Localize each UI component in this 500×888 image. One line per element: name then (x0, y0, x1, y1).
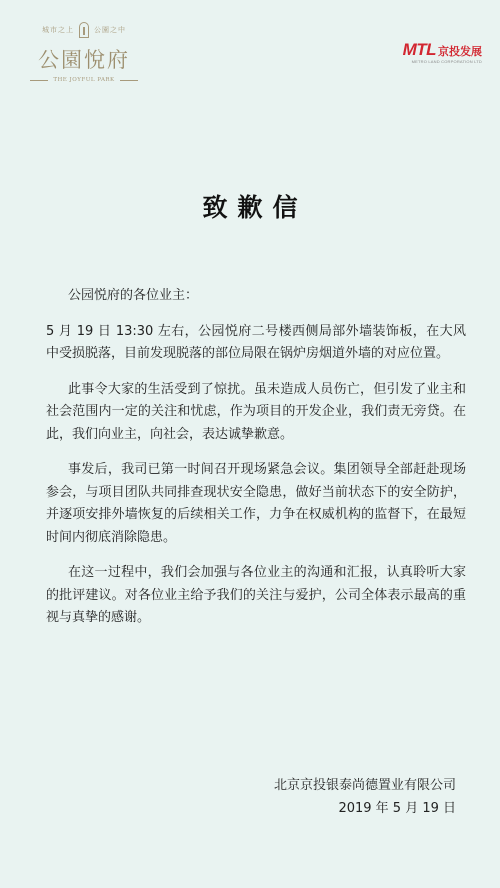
signature-block (274, 774, 456, 820)
project-logo (28, 12, 140, 83)
developer-logo-mark: MTL (402, 40, 436, 59)
tagline-left: 城市之上 (42, 26, 74, 34)
logo-rule-left (30, 80, 48, 81)
paragraph-incident: 5 月 19 日 13:30 左右，公园悦府二号楼西侧局部外墙装饰板，在大风中受损脱落，目前发现脱落的部位局限在锅炉房烟道外墙的对应位置。 (46, 323, 466, 361)
paragraph-apology: 此事令大家的生活受到了惊扰。虽未造成人员伤亡，但引发了业主和社会范围内一定的关注和忧虑，作为项目的开发企业，我们责无旁贷。在此，我们向业主，向社会，表达诚挚歉意。 (46, 381, 466, 442)
developer-logo (403, 40, 482, 64)
signature-date: 2019 年 5 月 19 日 (338, 801, 456, 816)
project-logo-english-row (28, 77, 140, 83)
letter-body (46, 285, 466, 643)
logo-mark-icon (79, 22, 89, 38)
paragraph-response: 事发后，我司已第一时间召开现场紧急会议。集团领导全部赶赴现场参会，与项目团队共同排查现状安全隐患，做好当前状态下的安全防护，并逐项安排外墙恢复的后续相关工作，力争在权威机构的监督下，在最短时间内彻底消除隐患。 (46, 462, 466, 545)
salutation: 公园悦府的各位业主： (68, 288, 199, 303)
developer-logo-row (403, 40, 482, 60)
signature-company: 北京京投银泰尚德置业有限公司 (273, 778, 456, 793)
project-logo-english: THE JOYFUL PARK (53, 77, 115, 83)
project-logo-name: 公園悅府 (38, 48, 130, 72)
project-logo-tagline (28, 22, 140, 38)
developer-logo-chinese: 京投发展 (438, 45, 482, 58)
logo-rule-right (120, 80, 138, 81)
paragraph-commitment: 在这一过程中，我们会加强与各位业主的沟通和汇报，认真聆听大家的批评建议。对各位业主给予我们的关注与爱护，公司全体表示最高的重视与真挚的感谢。 (46, 565, 466, 625)
tagline-right: 公園之中 (94, 26, 126, 34)
developer-logo-english: METRO LAND CORPORATION LTD (411, 59, 482, 64)
letter-title: 致歉信 (202, 193, 308, 222)
